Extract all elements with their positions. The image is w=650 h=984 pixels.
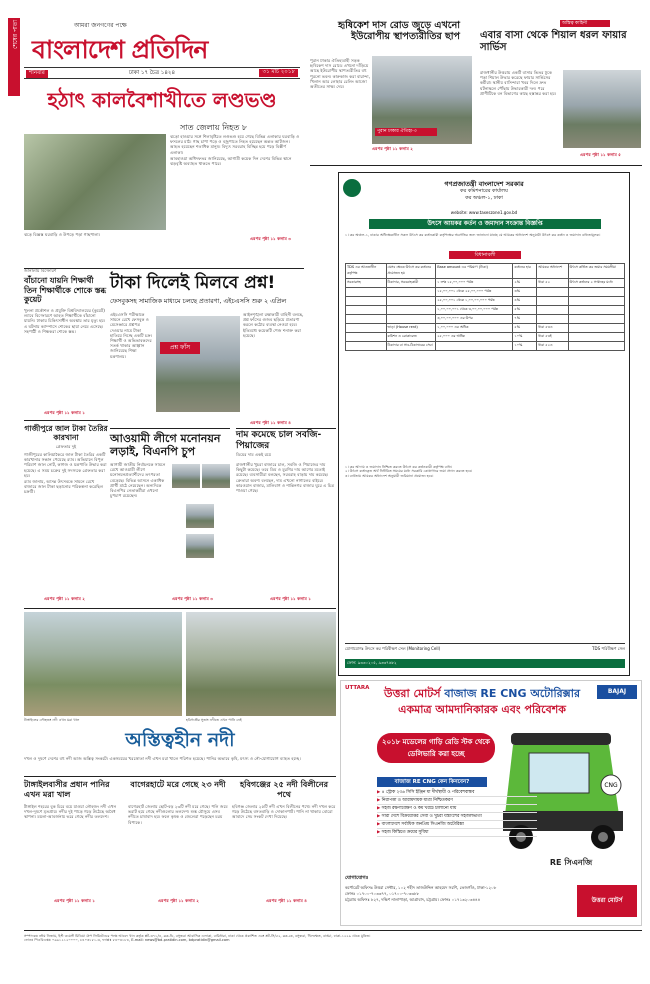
svg-text:CNG: CNG bbox=[604, 782, 618, 789]
tax-intro: ১। কর অঞ্চল-১, ঢাকার অধিক্ষেত্রাধীন সকল উৎসে কর কর্তনকারী কর্তৃপক্ষের অবগতির জন্য জানানো যাচ্ছে যে আয়কর অধ্যাদেশ অনুযায়ী উৎসে কর কর্তন ও জমাদান বাধ্যতামূলক। bbox=[345, 233, 601, 237]
imprint-line-2: ফোনঃ পিএবিএক্সঃ ০৯৬১২১২০০০০, ৮৪০৩১৮১-৩, ফ্যাক্সঃ ৮৪০৩১৮৪, E-mail: news@bd-pratidin.com, bdpratidin@gmail.com bbox=[24, 938, 230, 943]
rice-sub: ডিমের দাম একই রয়ে bbox=[236, 452, 272, 457]
dateline-date-en: ৩১ মার্চ ২০১৮ bbox=[259, 69, 298, 77]
tax-col-header: TDS এর আওতাধীন কর্তৃপক্ষ bbox=[346, 264, 387, 279]
river-intro: দখল ও দূষণে দেশের বহু নদী আজ অস্তিত্ব সংকটে। একসময়ের খরস্রোতা নদী এখন মরা খালে পরিণত হয়েছে। পানির অভাবে কৃষি, মৎস্য ও নৌ-যোগাযোগ ব্যাহত হচ্ছে। bbox=[24, 756, 301, 761]
ad-feature-text: সারা দেশে বিক্রয়োত্তর সেবা ও খুচরা যন্ত্রাংশের সহজলভ্যতা bbox=[381, 814, 482, 819]
section-tag bbox=[8, 18, 20, 96]
tax-table-row bbox=[346, 333, 625, 342]
dateline bbox=[24, 67, 300, 79]
tax-table-cell: ধারা ৫৩ই bbox=[537, 333, 568, 342]
dateline-day: শনিবার bbox=[26, 70, 48, 78]
river-sub-follow: এরপর পৃষ্ঠা ১১ কলাম ১ bbox=[54, 898, 95, 903]
rice-body: রাজধানীর খুচরা বাজারে চাল, সবজি ও পিয়াজের দাম কিছুটা কমেছে। তবে ডিম ও মুরগির দাম আগের মতোই রয়েছে। ব্যবসায়ীরা বলছেন, সরবরাহ বাড়ায় দাম কমেছে। ক্রেতারা অবশ্য বলছেন, দাম এখনো নাগালের বাইরে। কারওয়ান বাজার, মালিবাগ ও শান্তিনগর বাজার ঘুরে এ চিত্র পাওয়া গেছে। bbox=[236, 462, 335, 494]
harikesh-headline: হৃষিকেশ দাস রোড জুড়ে এখনো ইউরোপীয় স্থাপত্যরীতির ছাপ bbox=[337, 20, 460, 42]
river-sub-body: হবিগঞ্জ জেলার ২৫টি নদী এখন বিলীনের পথে। নদী দখল করে গড়ে উঠেছে বসতবাড়ি ও দোকানপাট। পানি না থাকায় বোরো আবাদে সেচ সংকট দেখা দিয়েছে। bbox=[232, 804, 336, 820]
gazipur-sub: গ্রেফতার দুই bbox=[55, 444, 77, 449]
top-story-subhead: সাত জেলায় নিহত ৮ bbox=[180, 123, 248, 132]
ad-feature-text: সহজ রক্ষণাবেক্ষণ ও কম খরচে চালানো যায় bbox=[381, 806, 457, 811]
river-sub-follow: এরপর পৃষ্ঠা ১১ কলাম ৪ bbox=[266, 898, 307, 903]
harikesh-body: পুরান ঢাকার ঐতিহ্যবাহী সড়ক হৃষিকেশ দাস রোডে এখনো দাঁড়িয়ে আছে ইউরোপীয় স্থাপত্যরীতির বহু পুরনো ভবন। কারুকাজ করা বারান্দা, খিলান আর লোহার রেলিং আজো অতীতের সাক্ষ্য দেয়। bbox=[310, 58, 370, 90]
ad-banner: ২০১৮ মডেলের গাড়ি রেডি স্টক থেকে ডেলিভারি করা হচ্ছে bbox=[377, 733, 495, 763]
ad-feature-item bbox=[377, 821, 537, 829]
question-follow: এরপর পৃষ্ঠা ১১ কলাম ৪ bbox=[250, 420, 291, 425]
tax-table-cell bbox=[346, 342, 387, 351]
tax-table-cell: ৩% bbox=[513, 288, 537, 297]
tax-footnote: ৩। ব্যর্থতায় আয়কর অধ্যাদেশ অনুযায়ী জরিমানা প্রযোজ্য হবে। bbox=[345, 473, 434, 478]
tax-table-cell: উৎসে কর্তনের ২ সপ্তাহের মধ্যে bbox=[568, 279, 625, 288]
tax-table-cell bbox=[436, 342, 513, 351]
awami-headline: আওয়ামী লীগে মনোনয়ন লড়াই, বিএনপি চুপ bbox=[110, 432, 221, 458]
tax-table-cell bbox=[386, 297, 436, 306]
tax-table-cell: ১,০০,০০০ এর অধিক bbox=[436, 324, 513, 333]
ad-feature-item bbox=[377, 813, 537, 821]
bullet-icon: ▶ bbox=[377, 790, 382, 795]
bullet-icon: ▶ bbox=[377, 830, 382, 835]
storm-photo bbox=[24, 134, 166, 230]
tax-table-cell bbox=[346, 288, 387, 297]
bullet-icon: ▶ bbox=[377, 822, 382, 827]
portrait-photo bbox=[202, 464, 230, 488]
storm-photo-caption: ঝড়ে বিধ্বস্ত ঘরবাড়ি ও উপড়ে পড়া গাছপালা। bbox=[24, 232, 101, 237]
tax-table-cell bbox=[537, 297, 568, 306]
tax-table-cell: ৫% bbox=[513, 324, 537, 333]
tax-table-cell: ১০% bbox=[513, 333, 537, 342]
tax-phones: ফোন: ৯৩৩০২০৫, ৯৩৩৭৬৮২ bbox=[345, 659, 625, 668]
ad-product: বাজাজ RE CNG অটোরিক্সার bbox=[444, 687, 580, 700]
tax-table bbox=[345, 263, 625, 351]
ad-headline-3: একমাত্র আমদানিকারক এবং পরিবেশক bbox=[398, 703, 566, 716]
ad-feature-list bbox=[377, 789, 537, 837]
tax-table-row bbox=[346, 324, 625, 333]
top-story-body: ঝড়ো হাওয়ার সঙ্গে শিলাবৃষ্টিতে লণ্ডভণ্ড হয়ে গেছে বিভিন্ন এলাকার ঘরবাড়ি ও ফসলের মাঠ। গাছ চাপা পড়ে ও বজ্রপাতে নিহত হয়েছেন অন্তত আটজন। আহত হয়েছেন শতাধিক মানুষ। বিদ্যুৎ সরবরাহ বিচ্ছিন্ন হয়ে পড়ে বিস্তীর্ণ এলাকা। আবহাওয়া অধিদফতর জানিয়েছে, আগামী কয়েক দিন দেশের বিভিন্ন স্থানে ঝড়বৃষ্টি অব্যাহত থাকতে পারে। bbox=[170, 134, 300, 167]
river-headline: অস্তিত্বহীন নদী bbox=[125, 729, 235, 751]
tax-contact-text: যোগাযোগঃ উৎসে কর পরিবীক্ষণ সেল (Monitoring Cell) bbox=[345, 646, 441, 651]
tax-table-cell: ৪% bbox=[513, 297, 537, 306]
river-caption-left: টাঙ্গাইলের লৌহজং নদী এখন মরা খাল bbox=[24, 718, 80, 722]
ad-feature-text: বাংলাদেশে সর্বাধিক জনপ্রিয় সিএনজি অটোরিক্সা bbox=[381, 822, 464, 827]
tax-table-cell: ৩,০০,০০,০০০ এর উপর bbox=[436, 315, 513, 324]
question-subhead: ফেসবুকসহ সামাজিক মাধ্যমে চলছে প্রতারণা, এইচএসসি শুরু ২ এপ্রিল bbox=[110, 298, 287, 305]
advertisement bbox=[340, 680, 642, 926]
top-story-headline: হঠাৎ কালবৈশাখীতে লণ্ডভণ্ড bbox=[47, 88, 277, 112]
tax-table-row bbox=[346, 288, 625, 297]
bajaj-logo: BAJAJ bbox=[597, 685, 637, 699]
tax-office: কর কমিশনারের কার্যালয় bbox=[460, 188, 508, 194]
tax-table-title: বিধানাবলী bbox=[449, 251, 521, 259]
student-follow: এরপর পৃষ্ঠা ১১ কলাম ১ bbox=[44, 410, 85, 415]
tax-table-cell bbox=[346, 306, 387, 315]
question-headline: টাকা দিলেই মিলবে প্রশ্ন! bbox=[110, 273, 276, 293]
dealer-logo: UTTARA bbox=[345, 685, 370, 691]
ad-feature-item bbox=[377, 829, 537, 837]
rice-headline: দাম কমেছে চাল সবজি-পিয়াজের bbox=[236, 430, 322, 451]
question-badge: প্রশ্ন ফাঁস bbox=[160, 342, 200, 354]
tax-table-cell bbox=[537, 315, 568, 324]
tax-table-cell: ২৫,০০০ এর অধিক bbox=[436, 333, 513, 342]
tax-title: উৎসে আয়কর কর্তন ও জমাদান সংক্রান্ত বিজ্ঞপ্তি bbox=[369, 219, 601, 229]
tax-table-cell: ৭% bbox=[513, 315, 537, 324]
tax-table-row bbox=[346, 297, 625, 306]
imprint-line-1: সম্পাদকঃ নঈম নিজাম, ইস্ট ওয়েস্ট মিডিয়া গ্রুপ লিমিটেডের পক্ষে আবেদ খান কর্তৃক প্লট-৩৭১/এ, ব্লক-ডি, বসুন্ধরা আবাসিক এলাকা, বারিধারা, ঢাকা থেকে প্রকাশিত এবং প্লট-সি/৫২, ব্লক-কে, বসুন্ধরা, খিলক্ষেত, বাড্ডা, ঢাকা-১২২৯ থেকে মুদ্রিত। bbox=[24, 934, 371, 938]
masthead-slogan: আমরা জনগণের পক্ষে bbox=[74, 22, 127, 29]
awami-portraits bbox=[172, 464, 232, 568]
fire-photo bbox=[563, 70, 641, 148]
tax-table-row bbox=[346, 342, 625, 351]
bullet-icon: ▶ bbox=[377, 814, 382, 819]
tax-table-cell bbox=[386, 306, 436, 315]
student-body: খুলনা প্রকৌশল ও প্রযুক্তি বিশ্ববিদ্যালয়ের (কুয়েট) ল্যাবে বিস্ফোরণে আহত শিক্ষার্থীকে বাঁচানো যায়নি। ঢাকায় চিকিৎসাধীন অবস্থায় তার মৃত্যু হয়। এ ঘটনায় ক্যাম্পাসে শোকের ছায়া নেমে এসেছে। সহপাঠী ও শিক্ষকরা শোকে স্তব্ধ। bbox=[24, 308, 106, 334]
tax-zone: কর অঞ্চল-১, ঢাকা bbox=[465, 195, 503, 201]
fire-headline: এবার বাসা থেকে শিয়াল ধরল ফায়ার সার্ভিস bbox=[480, 30, 627, 53]
river-sub-body: বাগেরহাট জেলায় ছোট-বড় ২৩টি নদী মরে গেছে। পলি জমে ভরাট হয়ে গেছে নদীগুলোর তলদেশ। শুষ্ক মৌসুমে এসব নদীতে চাষাবাদ হয়। ফলে কৃষক ও জেলেরা পড়েছেন চরম বিপাকে। bbox=[128, 804, 228, 825]
student-headline: বাঁচানো যায়নি শিক্ষার্থী তিন শিক্ষার্থীকে শোকে স্তব্ধ কুয়েট bbox=[24, 276, 106, 304]
top-story-follow: এরপর পৃষ্ঠা ১১ কলাম ৩ bbox=[250, 236, 291, 241]
tax-table-cell: কমিশন ও ব্রোকারেজ bbox=[386, 333, 436, 342]
river-sub-follow: এরপর পৃষ্ঠা ১১ কলাম ২ bbox=[158, 898, 199, 903]
tax-table-cell bbox=[346, 315, 387, 324]
tax-table-cell: ১৫,০০,০০১ থেকে ২৫,০০,০০০ পর্যন্ত bbox=[436, 288, 513, 297]
section-tag-label: শেষের পাতা bbox=[12, 20, 19, 49]
tax-table-cell: ১,০০,০০,০০১ থেকে ৩,০০,০০,০০০ পর্যন্ত bbox=[436, 306, 513, 315]
question-body-1: এইচএসসি পরীক্ষাকে সামনে রেখে ফেসবুক ও মেসেঞ্জারে প্রশ্নপত্র দেওয়ার নামে টাকা হাতিয়ে নিচ্ছে একটি চক্র। শিক্ষার্থী ও অভিভাবকদের সতর্ক থাকার আহ্বান জানিয়েছে শিক্ষা মন্ত্রণালয়। bbox=[110, 312, 153, 359]
ad-contact-label: যোগাযোগঃ bbox=[345, 875, 369, 881]
tax-table-cell: ২% bbox=[513, 279, 537, 288]
portrait-photo bbox=[186, 534, 214, 558]
tax-col-header: যেসব ক্ষেত্রে উৎসে কর কর্তনের প্রয়োজন হয় bbox=[386, 264, 436, 279]
tax-table-cell bbox=[568, 288, 625, 297]
ad-why-title: বাজাজ RE CNG কেন কিনবেন? bbox=[377, 777, 487, 787]
gazipur-body: গাজীপুরের কালিয়াকৈরে জাল টাকা তৈরির একটি কারখানার সন্ধান পেয়েছে র‌্যাব। অভিযানে বিপুল পরিমাণ জাল নোট, কাগজ ও যন্ত্রপাতি উদ্ধার করা হয়েছে। এ সময় চক্রের দুই সদস্যকে গ্রেফতার করা হয়। র‌্যাব জানায়, আসন্ন উৎসবকে সামনে রেখে বাজারে জাল টাকা ছড়ানোর পরিকল্পনা করেছিল চক্রটি। bbox=[24, 452, 107, 495]
portrait-photo bbox=[172, 464, 200, 488]
tax-table-cell bbox=[568, 333, 625, 342]
tax-footnote: ২। উৎসে কর্তনকৃত অর্থ নির্ধারিত সময়ের মধ্যে সরকারি কোষাগারে জমা প্রদান করতে হবে। bbox=[345, 469, 473, 474]
tax-table-cell: ২৫,০০,০০১ থেকে ১,০০,০০,০০০ পর্যন্ত bbox=[436, 297, 513, 306]
ad-footer-logo: উত্তরা মোটর্স bbox=[577, 885, 637, 917]
tax-website: website: www.taxeszone1.gov.bd bbox=[450, 210, 518, 215]
tax-table-cell: ভাড়া (House rent) bbox=[386, 324, 436, 333]
tax-table-header bbox=[346, 264, 625, 279]
tax-table-cell bbox=[346, 297, 387, 306]
harikesh-kicker: পুরান ঢাকার ঐতিহ্য-৩ bbox=[375, 128, 437, 136]
question-photo bbox=[156, 316, 240, 412]
river-sub-headline: বাগেরহাটে মরে গেছে ২৩ নদী bbox=[130, 780, 226, 789]
portrait-photo bbox=[186, 504, 214, 528]
river-sub-headline: টাঙ্গাইলবাসীর প্রধান পানির এখন মরা খাল bbox=[24, 780, 110, 799]
tax-table-cell: ঠিকাদার, সরবরাহকারী bbox=[386, 279, 436, 288]
gazipur-follow: এরপর পৃষ্ঠা ১১ কলাম ২ bbox=[44, 596, 85, 601]
tax-gov: গণপ্রজাতন্ত্রী বাংলাদেশ সরকার bbox=[444, 180, 524, 188]
awami-follow: এরপর পৃষ্ঠা ১১ কলাম ৩ bbox=[172, 596, 213, 601]
ad-sales: চট্টগ্রাম অফিসঃ ৮২৭, দক্ষিণ নালাপাড়া, আগ্রাবাদ, চট্টগ্রাম। ফোনঃ ০১৭১৩২০৩৪৪৪ bbox=[345, 897, 481, 902]
ad-feature-text: সহজ কিস্তিতে ক্রয়ের সুবিধা bbox=[381, 830, 429, 835]
newspaper-name: বাংলাদেশ প্রতিদিন bbox=[32, 35, 208, 64]
fire-follow: এরপর পৃষ্ঠা ১১ কলাম ৫ bbox=[580, 152, 621, 157]
tax-col-header: Base amount এর পরিমাণ (টাকা) bbox=[436, 264, 513, 279]
tax-table-cell bbox=[386, 288, 436, 297]
imprint bbox=[24, 934, 642, 943]
ad-brand: উত্তরা মোটর্স bbox=[384, 687, 441, 700]
tax-table-cell bbox=[568, 306, 625, 315]
tax-table-cell: ঠিকাদার বা সাব-ঠিকাদারের সেবা bbox=[386, 342, 436, 351]
awami-body-1: আগামী জাতীয় নির্বাচনকে সামনে রেখে আওয়ামী লীগে মনোনয়নপ্রত্যাশীদের তৎপরতা বেড়েছে। বিভিন্ন আসনে একাধিক প্রার্থী মাঠে নেমেছেন। অন্যদিকে বিএনপির নেতাকর্মীরা এখনো চুপচাপ রয়েছেন। bbox=[110, 462, 166, 499]
tax-table-cell: সরকারসহ bbox=[346, 279, 387, 288]
tax-table-row bbox=[346, 279, 625, 288]
tax-table-cell bbox=[568, 315, 625, 324]
tax-table-cell bbox=[346, 324, 387, 333]
tax-table-row bbox=[346, 306, 625, 315]
tax-footnote: ১। কর আদায় ও জমাদান নিশ্চিত করতে উৎসে কর কর্তনকারী কর্তৃপক্ষ বাধ্য। bbox=[345, 465, 453, 469]
ad-feature-item bbox=[377, 797, 537, 805]
tax-footnotes bbox=[345, 465, 625, 478]
ad-feature-text: নিরাপত্তা ও আরামদায়ক যাত্রা নিশ্চিতকরণ bbox=[381, 798, 453, 803]
river-caption-right: হবিগঞ্জের সুতাং নদীতে এখন পানি নেই bbox=[186, 718, 242, 722]
ad-feature-item bbox=[377, 805, 537, 813]
dateline-date-bn: ঢাকা ১৭ চৈত্র ১৪২৪ bbox=[129, 70, 176, 76]
tax-table-cell: ধারা ৫২ bbox=[537, 279, 568, 288]
fire-kicker: অস্তিত্ব কাহিনী bbox=[560, 20, 610, 27]
ad-contact bbox=[345, 885, 575, 903]
gazipur-headline: গাজীপুরে জাল টাকা তৈরির কারখানা bbox=[24, 424, 108, 442]
tax-table-cell bbox=[568, 324, 625, 333]
river-sub-headline: হবিগঞ্জের ২৫ নদী বিলীনের পথে bbox=[239, 780, 329, 799]
ad-feature-text: ৪ স্ট্রোক ২৩৬ সিসি ইঞ্জিন যা দীর্ঘস্থায়ী ও পরিবেশবান্ধব bbox=[381, 790, 475, 795]
bullet-icon: ▶ bbox=[377, 798, 382, 803]
bullet-icon: ▶ bbox=[377, 806, 382, 811]
tax-table-cell bbox=[568, 342, 625, 351]
tax-col-header: কর্তনের হার bbox=[513, 264, 537, 279]
tax-contact bbox=[345, 643, 625, 653]
tax-table-cell: ধারা ৫৩এ bbox=[537, 324, 568, 333]
tax-col-header: আয়কর অধ্যাদেশ bbox=[537, 264, 568, 279]
student-kicker: জানালায় বিস্ফোরণ bbox=[24, 268, 57, 273]
tax-table-cell bbox=[568, 297, 625, 306]
rice-follow: এরপর পৃষ্ঠা ১১ কলাম ১ bbox=[270, 596, 311, 601]
tax-notice bbox=[338, 172, 630, 676]
tax-table-cell: ৫% bbox=[513, 306, 537, 315]
ad-model: RE সিএনজি bbox=[549, 858, 593, 867]
tax-table-cell: ১ লক্ষ ১৫,০০,০০০ পর্যন্ত bbox=[436, 279, 513, 288]
tax-table-cell bbox=[386, 315, 436, 324]
ad-feature-item bbox=[377, 789, 537, 797]
harikesh-follow: এরপর পৃষ্ঠা ১১ কলাম ২ bbox=[372, 146, 413, 151]
tax-table-row bbox=[346, 315, 625, 324]
tax-tds-label: TDS পরিবীক্ষণ সেল bbox=[592, 646, 625, 651]
tax-table-cell: ১০% bbox=[513, 342, 537, 351]
river-photo-left bbox=[24, 612, 182, 716]
tax-table-cell bbox=[537, 288, 568, 297]
tax-table-cell bbox=[537, 306, 568, 315]
tax-table-cell: ধারা ৫২এ bbox=[537, 342, 568, 351]
tax-col-header: উৎসে কর্তিত কর জমার সময়সীমা bbox=[568, 264, 625, 279]
question-body-2: আইনশৃঙ্খলা রক্ষাকারী বাহিনী বলছে, প্রশ্ন ফাঁসের গুজব ছড়িয়ে প্রতারণা করলে কঠোর ব্যবস্থা নেওয়া হবে। ইতিমধ্যে কয়েকটি পেজ শনাক্ত করা হয়েছে। bbox=[243, 312, 304, 338]
tax-table-cell bbox=[346, 333, 387, 342]
ad-phone: ফোনঃ ০১৭০০-৭০৩৩৭৭, ০১৭০০-৭০৩৩৮৮ bbox=[345, 891, 420, 896]
ad-address: কর্পোরেট অফিসঃ উত্তরা সেন্টার, ১০২ শহীদ তাজউদ্দিন আহমেদ সরণি, তেজগাঁও, ঢাকা-১২০৮ bbox=[345, 885, 497, 890]
river-sub-body: টাঙ্গাইল শহরের বুক চিরে বয়ে যাওয়া লৌহজং নদী এখন দখল-দূষণে মৃতপ্রায়। নদীর দুই পাড়ে গড়ে উঠেছে অবৈধ স্থাপনা। ময়লা-আবর্জনায় ভরে গেছে নদীর তলদেশ। bbox=[24, 804, 117, 820]
fire-body: রাজধানীর উত্তরায় একটি বাসার ভিতর ঢুকে পড়া শিয়াল উদ্ধার করেছে ফায়ার সার্ভিসের কর্মীরা। স্থানীয় বাসিন্দারা খবর দিলে দ্রুত ঘটনাস্থলে পৌঁছায় উদ্ধারকারী দল। পরে প্রাণীটিকে বন বিভাগের কাছে হস্তান্তর করা হয়। bbox=[480, 70, 557, 96]
river-photo-right bbox=[186, 612, 336, 716]
